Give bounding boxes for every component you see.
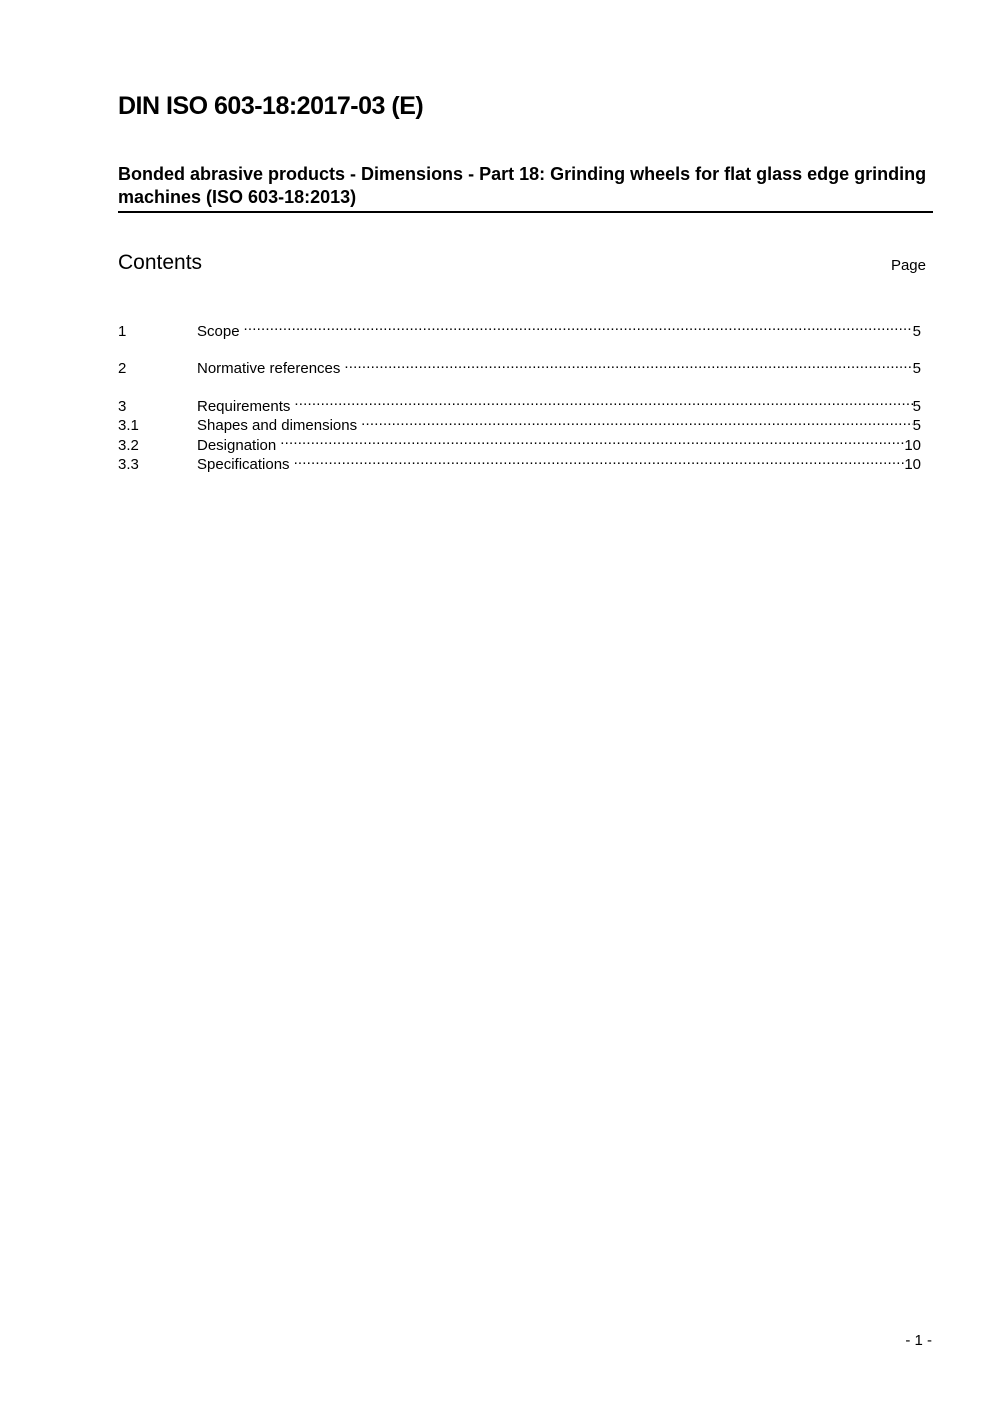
- page-number: - 1 -: [905, 1332, 932, 1349]
- toc-leader-dots: [244, 316, 913, 336]
- toc-entry-title: Normative references: [197, 360, 341, 377]
- toc-entry-number: 3.3: [118, 456, 139, 473]
- toc-entry-number: 3.2: [118, 436, 139, 454]
- toc-entry-number: 1: [118, 322, 127, 340]
- toc-entry-page: 5: [912, 322, 921, 340]
- toc-entry-page: 10: [904, 436, 921, 454]
- toc-leader-dots: [294, 450, 905, 470]
- toc-leader-dots: [361, 411, 913, 431]
- toc-entry-number: 3.1: [118, 417, 139, 434]
- toc-entry-page: 10: [904, 456, 921, 473]
- toc-entry-title: Requirements: [197, 397, 291, 415]
- toc-entry-page: 5: [912, 417, 921, 434]
- toc-entry-title: Designation: [197, 436, 277, 454]
- toc-entry-number: 3: [118, 397, 127, 415]
- toc-entry-normative-references[interactable]: [118, 354, 921, 377]
- document-subtitle: Bonded abrasive products - Dimensions - Part 18: Grinding wheels for flat glass edge grinding machines (ISO 603-18:2013): [118, 163, 933, 213]
- toc-leader-dots: [344, 354, 912, 374]
- toc-entry-requirements[interactable]: [118, 391, 921, 415]
- toc-entry-scope[interactable]: [118, 316, 921, 340]
- page-column-label: Page: [890, 257, 926, 274]
- document-id: DIN ISO 603-18:2017-03 (E): [118, 92, 424, 120]
- contents-heading: Contents: [118, 251, 203, 274]
- toc-leader-dots: [294, 391, 912, 411]
- toc-entry-number: 2: [118, 360, 127, 377]
- toc-entry-page: 5: [912, 397, 921, 415]
- toc-entry-title: Scope: [197, 322, 240, 340]
- toc-entry-title: Shapes and dimensions: [197, 417, 358, 434]
- table-of-contents: [118, 316, 921, 473]
- toc-entry-title: Specifications: [197, 456, 290, 473]
- toc-leader-dots: [280, 430, 904, 450]
- toc-entry-page: 5: [912, 360, 921, 377]
